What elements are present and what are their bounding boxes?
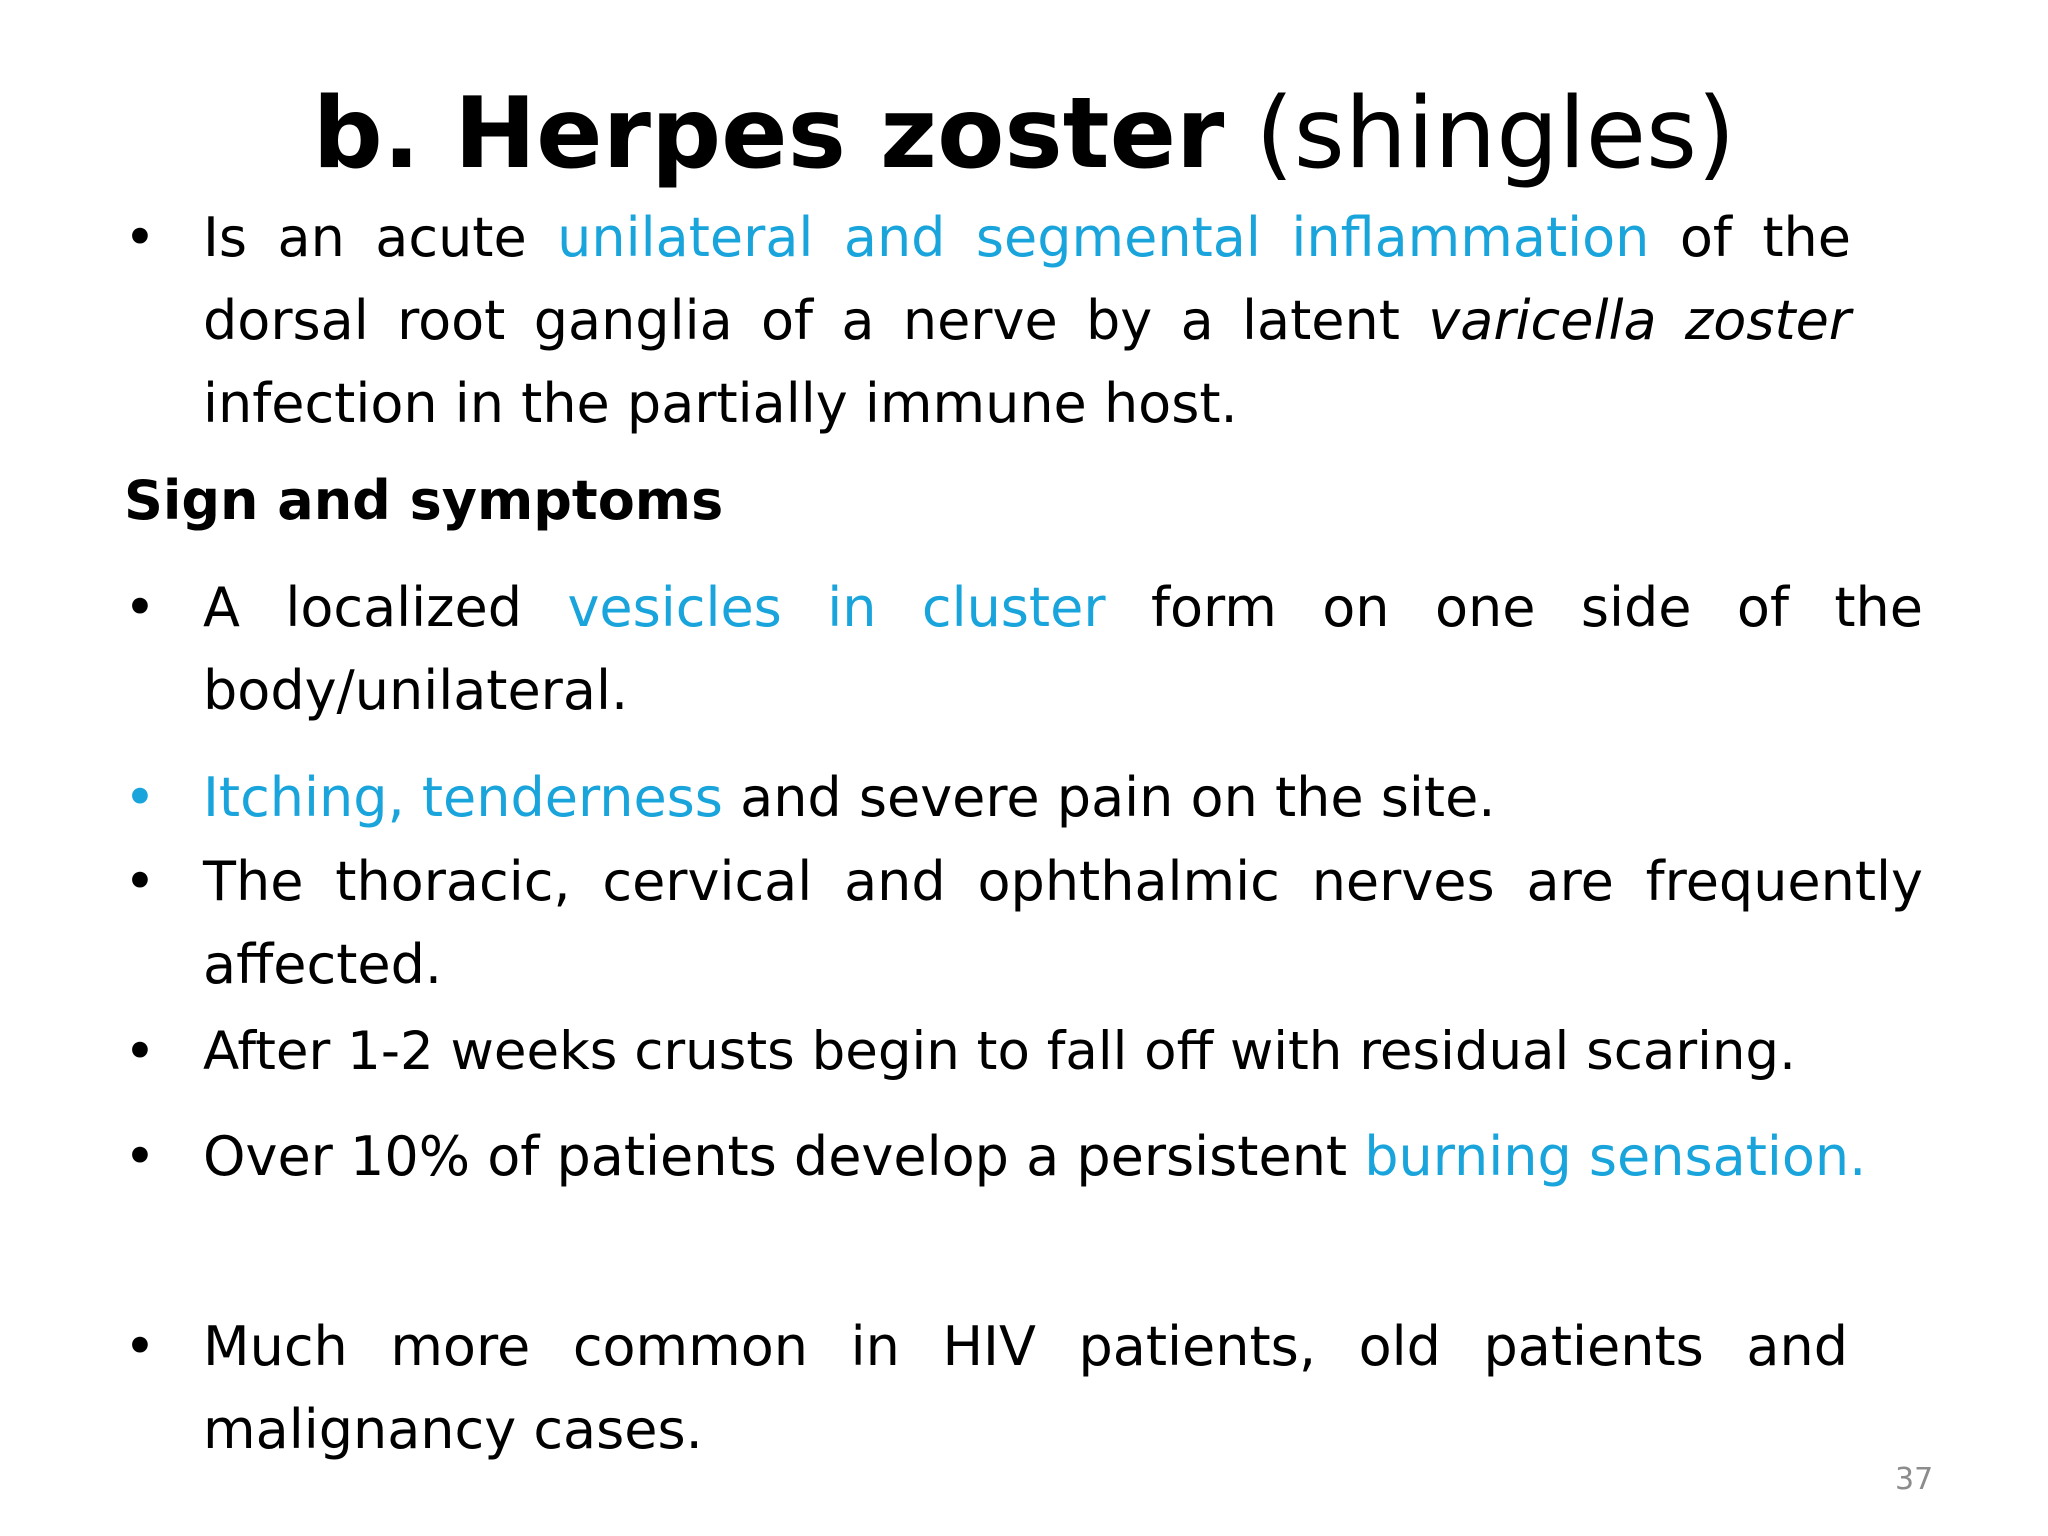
section-heading: Sign and symptoms bbox=[124, 469, 724, 532]
bullet-dot: • bbox=[124, 850, 156, 913]
symptom-item-2: Itching, tenderness and severe pain on the site. bbox=[203, 766, 1496, 829]
page-number: 37 bbox=[1895, 1462, 1934, 1497]
symptom-item-3: The thoracic, cervical and ophthalmic nerves are frequently affected. bbox=[203, 850, 1923, 996]
bullet-dot: • bbox=[124, 1315, 156, 1378]
highlight-text: burning sensation. bbox=[1364, 1125, 1867, 1188]
symptom-item-5: Over 10% of patients develop a persistent burning sensation. bbox=[203, 1125, 1867, 1188]
title-main: b. Herpes zoster bbox=[312, 77, 1225, 191]
highlight-text: unilateral and segmental inflammation bbox=[557, 206, 1650, 269]
bullet-dot: • bbox=[124, 206, 156, 269]
highlight-text: Itching, tenderness bbox=[203, 766, 723, 829]
symptom-item-1: A localized vesicles in cluster form on one side of the body/unilateral. bbox=[203, 576, 1923, 722]
bullet-dot: • bbox=[124, 1125, 156, 1188]
italic-term: varicella zoster bbox=[1428, 289, 1852, 352]
bullet-dot: • bbox=[124, 1020, 156, 1083]
title-parenthetical: (shingles) bbox=[1224, 77, 1736, 191]
slide-title bbox=[0, 72, 2048, 196]
intro-definition: Is an acute unilateral and segmental inflammation of the dorsal root ganglia of a nerve by a latent varicella zoster infection in the partially immune host. bbox=[203, 206, 1852, 435]
highlight-text: vesicles in cluster bbox=[567, 576, 1106, 639]
symptom-item-6: Much more common in HIV patients, old patients and malignancy cases. bbox=[203, 1315, 1848, 1461]
bullet-dot: • bbox=[124, 766, 156, 829]
symptom-item-4: After 1-2 weeks crusts begin to fall off with residual scaring. bbox=[203, 1021, 1796, 1082]
bullet-dot: • bbox=[124, 576, 156, 639]
